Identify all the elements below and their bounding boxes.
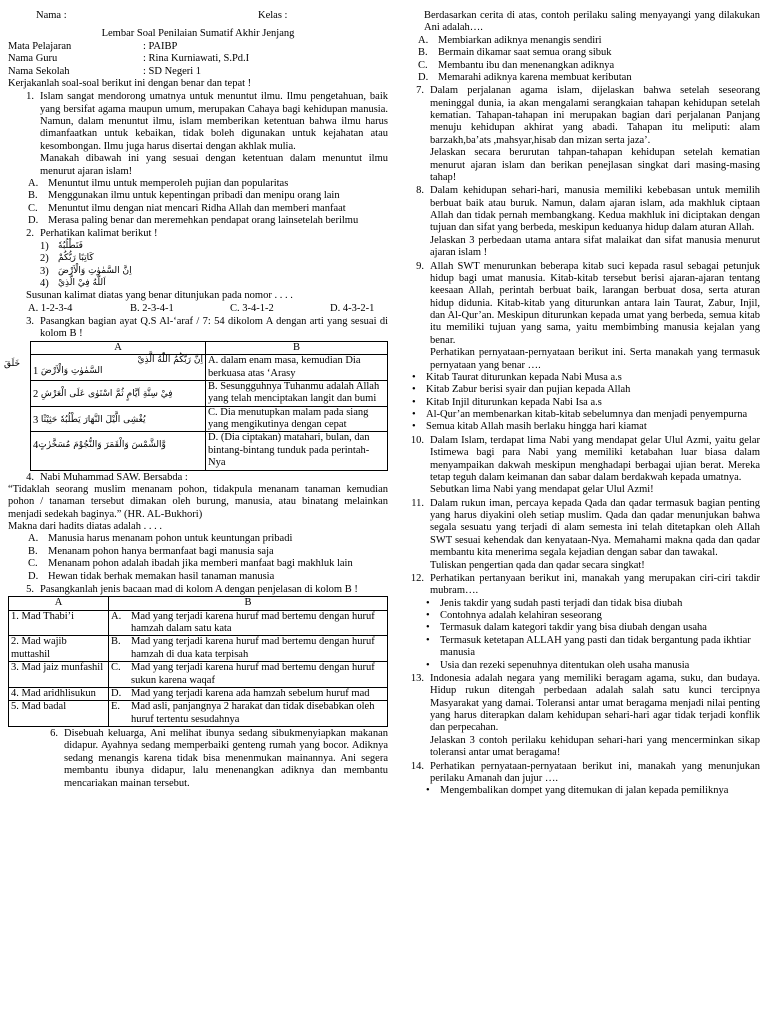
meta-school: Nama Sekolah : SD Negeri 1 <box>8 65 202 77</box>
statement-item[interactable]: • Contohnya adalah kelahiran seseorang <box>426 610 602 621</box>
option[interactable]: B. Menggunakan ilmu untuk kepentingan pribadi dan menipu orang lain <box>28 190 340 202</box>
class-label: Kelas : <box>258 10 288 21</box>
option[interactable]: D. 4-3-2-1 <box>330 302 375 314</box>
option[interactable]: A. Menuntut ilmu untuk memperoleh pujian dan popularitas <box>28 177 289 189</box>
options-q6 <box>398 35 760 85</box>
statement-item[interactable]: • Semua kitab Allah masih berlaku hingga hari kiamat <box>412 421 647 433</box>
bullets-q14 <box>398 785 760 797</box>
option[interactable]: C. Menuntut ilmu dengan niat mencari Ridha Allah dan memberi manfaat <box>28 202 346 214</box>
name-label: Nama : <box>36 10 67 21</box>
arabic-items: 1) فَتَطْلُبُهٗ 2) كَاتِبًا رَبُّكُمْ 3) اِنَّ السَّمٰوٰتِ وَالْاَرْضَ 4) اَللّٰهُ فِيْ الَّذِيْ <box>40 240 132 289</box>
bullets-q9 <box>398 372 760 434</box>
options-q2 <box>8 303 388 315</box>
statement-item[interactable]: • Kitab Injil diturunkan kepada Nabi Isa a.s <box>412 396 602 408</box>
left-column <box>4 10 388 790</box>
statement-item[interactable]: • Al-Qur’an membenarkan kitab-kitab sebelumnya dan menjadi penyempurna <box>412 409 748 420</box>
matching-table-mad: A B 1. Mad Thabi’i A. Mad yang terjadi karena huruf mad bertemu dengan huruf hamzah dalam satu kata 2. Mad wajib muttashil B. Mad yang terjadi karena huruf mad bertemu dengan huruf hamzah di dua kata terpisah 3. Mad jaiz munfashil C. Mad yang terjadi karena huruf mad bertemu dengan huruf sukun karena waqaf 4. Mad aridhlisukun D. Mad yang terjadi karena ada hamzah sebelum huruf mad 5. Mad badal E. Mad asli, panjangnya 2 harakat dan tidak disebabkan oleh huruf tertentu sesudahnya <box>8 596 388 727</box>
statement-item[interactable]: • Kitab Taurat diturunkan kepada Nabi Musa a.s <box>412 371 622 383</box>
question-7: 7. Dalam perjalanan agama islam, dijelaskan bahwa setelah seseorang meninggal dunia, ia akan mengalami serangkaian tahapan kehidupan setelah kematian. Tahapan-tahapan ini merupakan bagian dari perjalanan Panjang menuju kehidupan akhirat yang abadi. Tahapan itu meliputi: alam barzakh,ba’ats ,mahsyar,hisab dan mizan serta jaza’. Jelaskan secara berurutan tahpan-tahapan kehidupan setelah kematian menurut ajaran islam dan berikan penejlasan singkat dari masing-masing tahap! <box>416 85 760 183</box>
bullets-q12 <box>398 598 760 672</box>
question-ask: Manakah dibawah ini yang sesuai dengan ketentuan dalam menuntut ilmu menurut ajaran islam! <box>40 153 388 177</box>
option[interactable]: A. 1-2-3-4 <box>28 302 73 314</box>
question-6: 6. Disebuah keluarga, Ani melihat ibunya sedang sibukmenyiapkan makanan didapur. Ayahnya sedang memperbaiki genteng rumah yang bocor. Adiknya sedang menangis karena tidak bisa menenmukan mainannya. Ani segera membantu ibunya didapur, lalu menenangkan adiknya dan membantu mencariakan mainan tersebut. <box>50 728 388 789</box>
right-column <box>398 10 760 798</box>
statement-item[interactable]: • Termasuk ketetapan ALLAH yang pasti dan tidak bergantung pada ikhtiar manusia <box>426 634 751 659</box>
option[interactable]: D. Hewan tidak berhak memakan hasil tanaman manusia <box>28 570 275 582</box>
meta-teacher: Nama Guru : Rina Kurniawati, S.Pd.I <box>8 53 250 65</box>
page-title: Lembar Soal Penilaian Sumatif Akhir Jenjang <box>101 28 295 40</box>
question-9: 9. Allah SWT menurunkan beberapa kitab suci kepada rasul sebagai petunjuk hidup bagi umat manusia. Kitab-kitab tersebut berisi ajaran-ajaran tentang keesaan Allah, perintah berbuat baik, larangan berbuat dosa, serta aturan hidup didunia. Kitab-kitab yang diturunkan antara lain Taurat, Zabur, Injil, dan Al-Qur’an. Meskipun diturunkan kepada umat yang berbeda, semua kitab itu memiliki tujuan yang sama, yaitu membimbing manusia kejalan yang benar. Perhatikan pernyataan-pernyataan berikut ini. Serta manakah yang termasuk pernyataan yang benar …. <box>416 260 760 371</box>
statement-item[interactable]: • Mengembalikan dompet yang ditemukan di jalan kepada pemiliknya <box>426 785 729 797</box>
question-ask: Berdasarkan cerita di atas, contoh perilaku saling menyayangi yang dilakukan Ani adalah…. <box>424 10 760 34</box>
option[interactable]: D. Memarahi adiknya karena membuat keributan <box>418 71 632 83</box>
matching-table-ayat: خَلَقَ A B اِنَّ رَبَّكُمُ اللّٰهُ الَّذِيْ 1 السَّمٰوٰتِ وَالْاَرْضَ A. dalam enam masa, kemudian Dia berkuasa atas ‘Arasy 2 فِيْ سِتَّةِ اَيَّامٍ ثُمَّ اسْتَوٰى عَلَى الْعَرْشِ B. Sesungguhnya Tuhanmu adalah Allah yang telah menciptakan langit dan bumi 3 يُغْشِى الَّيْلَ النَّهَارَ يَطْلُبُهٗ حَثِيْثًا C. Dia menutupkan malam pada siang yang mengikutinya dengan cepat 4 وَّالشَّمْسَ وَالْقَمَرَ وَالنُّجُوْمَ مُسَخَّرٰتٍ D. (Dia ciptakan) matahari, bulan, dan bintang-bintang tunduk pada perintah-Nya <box>8 341 388 471</box>
options-q1 <box>8 178 388 228</box>
instruction: Kerjakanlah soal-soal berikut ini dengan benar dan tepat ! <box>8 77 252 89</box>
question-1: 1. Islam sangat mendorong umatnya untuk menuntut ilmu. Ilmu pengetahuan, baik yang bersifat agama maupun umum, merupakan Cahaya bagi kehidupan manusia. Namun, dalam menuntut ilmu, islam memberikan ketentuan bahwa ilmu harus dimanfaatkan untuk kebaikan, tidak boleh digunakan untuk kejahatan atau kesombongan. Ilmu juga harus disertai dengan akhlak mulia. Manakah dibawah ini yang sesuai dengan ketentuan dalam menuntut ilmu menurut ajaran islam! <box>26 91 388 177</box>
question-8: 8. Dalam kehidupan sehari-hari, manusia memiliki kebebasan untuk memilih berbuat baik atau buruk. Namun, dalam ajaran islam, ada makhluk ciptaan Allah dan tidak pernah membangkang. Kedua makhluk ini diciptakan dengan tujuan dan sifat yang berbeda, meskipun keduanya hidup dalam aturan Allah. Jelaskan 3 perbedaan utama antara sifat malaikat dan sifat manusia menurut ajaran islam ! <box>416 185 760 259</box>
option[interactable]: B. Bermain dikamar saat semua orang sibuk <box>418 47 612 59</box>
option[interactable]: C. Menanam pohon adalah ibadah jika memberi manfaat bagi makhluk lain <box>28 558 353 570</box>
statement-item[interactable]: • Kitab Zabur berisi syair dan pujian kepada Allah <box>412 384 631 396</box>
option[interactable]: A. Manusia harus menanam pohon untuk keuntungan pribadi <box>28 533 293 545</box>
options-q4 <box>8 533 388 583</box>
question-13: 13. Indonesia adalah negara yang memiliki beragam agama, suku, dan budaya. Hidup rukun ditengah perbedaan adalah salah satu kunci tercipnya Masyarakat yang damai. Toleransi antar umat beragama menjadi nilai penting yang harus diterapkan dalam kehidupan sehari-hari agar tidak terjadi konflik dan perpecahan. Jelaskan 3 contoh perilaku kehidupan sehari-hari yang mencerminkan sikap toleransi antar umat beragama! <box>410 672 760 759</box>
question-ask: Makna dari hadits diatas adalah . . . . <box>8 521 162 532</box>
statement-item[interactable]: • Termasuk dalam kategori takdir yang bisa diubah dengan usaha <box>426 622 707 634</box>
question-ask: Susunan kalimat diatas yang benar ditunjukan pada nomor . . . . <box>26 290 293 302</box>
hadith-quote: “Tidaklah seorang muslim menanam pohon, tidakpula menanam tanaman kemudian pohon / tanaman tersebut dimakan oleh burung, manusia, atau binatang melainkan menjadi sedekah baginya.” (HR. AL-Bukhori) <box>8 483 388 520</box>
student-header <box>8 10 388 22</box>
option[interactable]: B. Menanam pohon hanya bermanfaat bagi manusia saja <box>28 545 274 557</box>
question-14: 14. Perhatikan pernyataan-pernyataan berikut ini, manakah yang menunjukan perilaku Amanah dan jujur …. <box>410 760 760 784</box>
question-text: Islam sangat mendorong umatnya untuk menuntut ilmu. Ilmu pengetahuan, baik yang bersifat agama maupun umum, merupakan Cahaya bagi kehidupan manusia. Namun, dalam menuntut ilmu, islam memberikan ketentuan bahwa ilmu harus dimanfaatkan untuk kebaikan, tidak boleh digunakan untuk kejahatan atau kesombongan. Ilmu juga harus disertai dengan akhlak mulia. <box>40 91 388 152</box>
option[interactable]: C. 3-4-1-2 <box>230 302 274 314</box>
statement-item[interactable]: • Jenis takdir yang sudah pasti terjadi dan tidak bisa diubah <box>426 597 683 609</box>
question-2: 2. Perhatikan kalimat berikut ! <box>26 228 158 240</box>
question-11: 11. Dalam rukun iman, percaya kepada Qada dan qadar termasuk bagian penting yang harus diyakini oleh setiap muslim. Qada dan qadar menunjukan bahwa segala sesuatu yang terjadi di alam semesta ini telah ditetapkan oleh Allah SWT sesuai kehendak dan kenyataan-Nya. Memahami makna qada dan qadar membantu kita menerima segala kejadian dengan sabar dan tawakal. Tuliskan pengertian qada dan qadar secara singkat! <box>411 497 760 571</box>
question-5: 5. Pasangkanlah jenis bacaan mad di kolom A dengan penjelasan di kolom B ! <box>26 583 358 595</box>
option[interactable]: D. Merasa paling benar dan meremehkan pendapat orang lainsetelah berilmu <box>28 215 359 226</box>
option[interactable]: B. 2-3-4-1 <box>130 302 174 314</box>
question-3: 3. Pasangkan bagian ayat Q.S Al-‘araf / 7: 54 dikolom A dengan arti yang sesuai di kolom B ! <box>26 316 388 340</box>
question-10: 10. Dalam Islam, terdapat lima Nabi yang mendapat gelar Ulul Azmi, yaitu gelar Istimewa bagi para Nabi yang memiliki ketabahan luar biasa dalam menyampaikan dakwah meskipun menghadapi berbagai ujian berat. Mereka tetap teguh dalam keimanan dan sabar dalam berdakwah kepada umatnya. Sebutkan lima Nabi yang mendapat gelar Ulul Azmi! <box>410 434 760 496</box>
option[interactable]: C. Membantu ibu dan menenangkan adiknya <box>418 59 615 71</box>
question-4: 4. Nabi Muhammad SAW. Bersabda : <box>26 471 188 483</box>
meta-subject: Mata Pelajaran : PAIBP <box>8 40 178 52</box>
option[interactable]: A. Membiarkan adiknya menangis sendiri <box>418 34 602 46</box>
question-12: 12. Perhatikan pertanyaan berikut ini, manakah yang merupakan ciri-ciri takdir mubram…. <box>410 572 760 597</box>
statement-item[interactable]: • Usia dan rezeki sepenuhnya ditentukan oleh usaha manusia <box>426 659 690 671</box>
